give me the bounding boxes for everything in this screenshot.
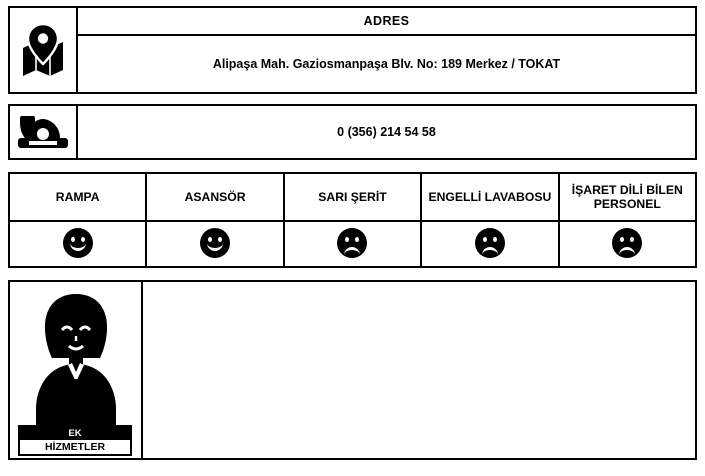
address-header: ADRES [77,7,696,35]
phone-value: 0 (356) 214 54 58 [77,105,696,159]
map-pin-icon [9,7,77,93]
phone-table [8,104,697,160]
sad-face-icon [475,228,505,258]
features-table [8,172,697,268]
person-icon [9,281,142,459]
extra-services-note [142,281,696,459]
address-value: Alipaşa Mah. Gaziosmanpaşa Blv. No: 189 Merkez / TOKAT [77,35,696,93]
plate-top-label: EK [20,427,130,440]
telephone-icon [9,105,77,159]
happy-face-icon [63,228,93,258]
feature-label-asansor: ASANSÖR [146,173,283,221]
plate-bottom-label: HİZMETLER [20,440,130,454]
sad-face-icon [337,228,367,258]
address-table [8,6,697,94]
extra-services-table [8,280,697,460]
feature-status-engelli-lavabosu [421,221,558,267]
feature-status-asansor [146,221,283,267]
extra-services-plate [18,425,132,456]
feature-label-isaret-dili: İŞARET DİLİ BİLEN PERSONEL [559,173,696,221]
happy-face-icon [200,228,230,258]
feature-status-rampa [9,221,146,267]
feature-label-rampa: RAMPA [9,173,146,221]
feature-label-engelli-lavabosu: ENGELLİ LAVABOSU [421,173,558,221]
feature-status-sari-serit [284,221,421,267]
feature-label-sari-serit: SARI ŞERİT [284,173,421,221]
feature-status-isaret-dili [559,221,696,267]
sad-face-icon [612,228,642,258]
